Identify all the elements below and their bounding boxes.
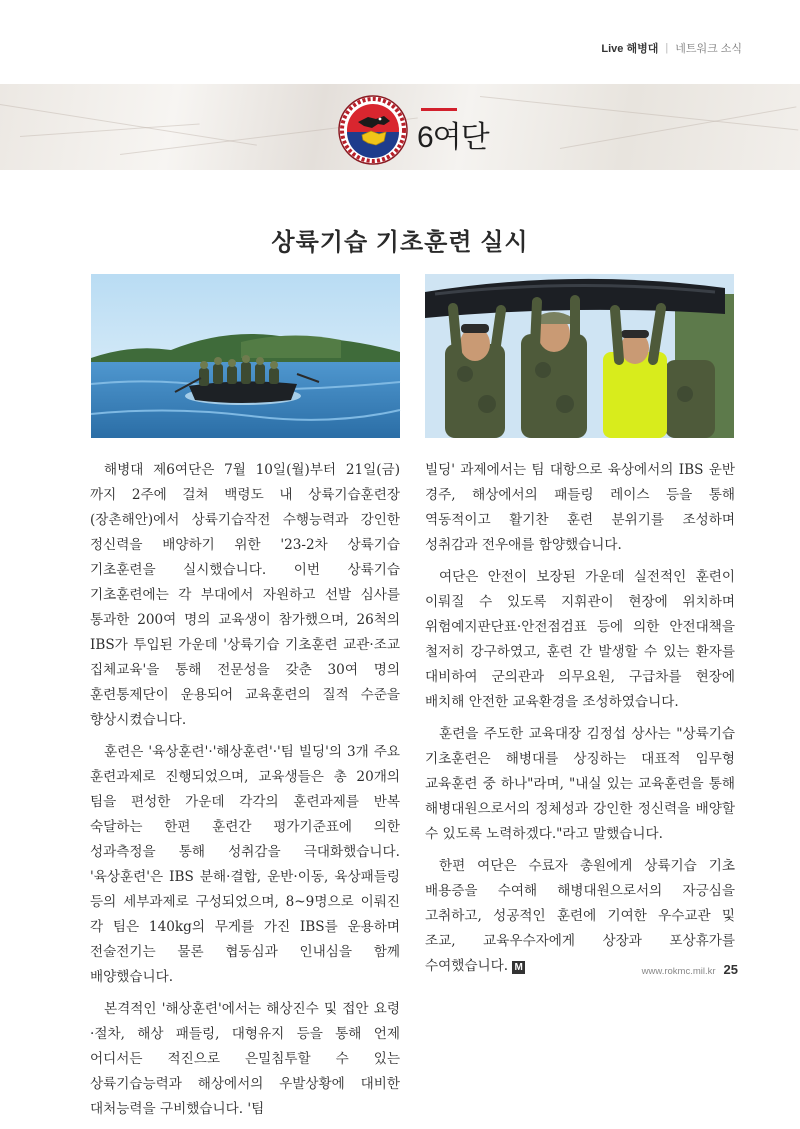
- subsection-label: 네트워크 소식: [675, 43, 742, 55]
- body-paragraph: 본격적인 '해상훈련'에서는 해상진수 및 접안 요령·절차, 해상 패들링, 대형유지 등을 통해 언제 어디서든 적진으로 은밀침투할 수 있는 상륙기습능력과 해상에서의 우발상황에 대비한 대처능력을 구비했습니다. '팀: [90, 1001, 400, 1117]
- page-number: 25: [723, 962, 738, 977]
- article-column-left: [90, 458, 400, 1129]
- top-nav: [601, 40, 742, 56]
- body-paragraph: 여단은 안전이 보장된 가운데 실전적인 훈련이 이뤄질 수 있도록 지휘관이 현장에 위치하며 위험예지판단표·안전점검표 등에 의한 안전대책을 철저히 강구하였고, 훈련 간 발생할 수 있는 환자를 대비하여 군의관과 의무요원, 구급차를 현장에 배치해 안전한 교육환경을 조성하였습니다.: [425, 569, 735, 710]
- marine-6th-brigade-emblem-icon: [338, 95, 408, 165]
- unit-title-accent-bar: [421, 108, 457, 111]
- body-paragraph-text: 한편 여단은 수료자 총원에게 상륙기습 기초 배용증을 수여해 해병대원으로서의 자긍심을 고취하고, 성공적인 훈련에 기여한 우수교관 및 조교, 교육우수자에게 상장과 포상휴가를 수여했습니다.: [425, 858, 735, 974]
- article-headline: 상륙기습 기초훈련 실시: [271, 229, 529, 256]
- body-paragraph: 훈련을 주도한 교육대장 김정섭 상사는 "상륙기습 기초훈련은 해병대를 상징하는 대표적 임무형 교육훈련 중 하나"라며, "내실 있는 교육훈련을 통해 해병대원으로서의 정체성과 강인한 정신력을 배양할 수 있도록 노력하겠다."라고 말했습니다.: [425, 726, 735, 842]
- nav-separator: |: [665, 42, 669, 54]
- end-mark-icon: M: [512, 961, 525, 974]
- marines-carrying-boat-photo: [425, 274, 734, 438]
- body-paragraph-last: [425, 854, 735, 979]
- body-paragraph: 훈련은 '육상훈련'·'해상훈련'·'팀 빌딩'의 3개 주요 훈련과제로 진행되었으며, 교육생들은 총 20개의 팀을 편성한 가운데 각각의 훈련과제를 반복 숙달하는 한편 훈련간 평가기준표에 의한 성과측정을 통해 성취감을 극대화했습니다. '육상훈련'은 IBS 분해·결합, 운반·이동, 육상패들링 등의 세부과제로 구성되었으며, 8~9명으로 이뤄진 각 팀은 140kg의 무게를 가진 IBS를 운용하며 전술전기는 물론 협동심과 인내심을 함께 배양했습니다.: [90, 744, 400, 985]
- footer-url: www.rokmc.mil.kr: [641, 966, 716, 977]
- ibs-boat-at-sea-photo: [91, 274, 400, 438]
- unit-title: 6여단: [417, 121, 489, 154]
- article-column-right: [425, 458, 735, 986]
- page-footer: [642, 962, 738, 977]
- section-label: Live 해병대: [601, 43, 659, 55]
- body-paragraph: 빌딩' 과제에서는 팀 대항으로 육상에서의 IBS 운반 경주, 해상에서의 패들링 레이스 등을 통해 역동적이고 활기찬 훈련 분위기를 조성하며 성취감과 전우애를 함양했습니다.: [425, 462, 735, 553]
- body-paragraph: 해병대 제6여단은 7월 10일(월)부터 21일(금)까지 2주에 걸쳐 백령도 내 상륙기습훈련장(장촌해안)에서 상륙기습작전 수행능력과 강인한 정신력을 배양하기 위한 '23-2차 상륙기습 기초훈련을 실시했습니다. 이번 상륙기습 기초훈련에는 각 부대에서 자원하고 선발 심사를 통과한 200여 명의 교육생이 참가했으며, 26척의 IBS가 투입된 가운데 '상륙기습 기초훈련 교관·조교 집체교육'을 통해 전문성을 갖춘 30여 명의 훈련통제단이 운용되어 교육훈련의 질적 수준을 향상시켰습니다.: [90, 462, 400, 728]
